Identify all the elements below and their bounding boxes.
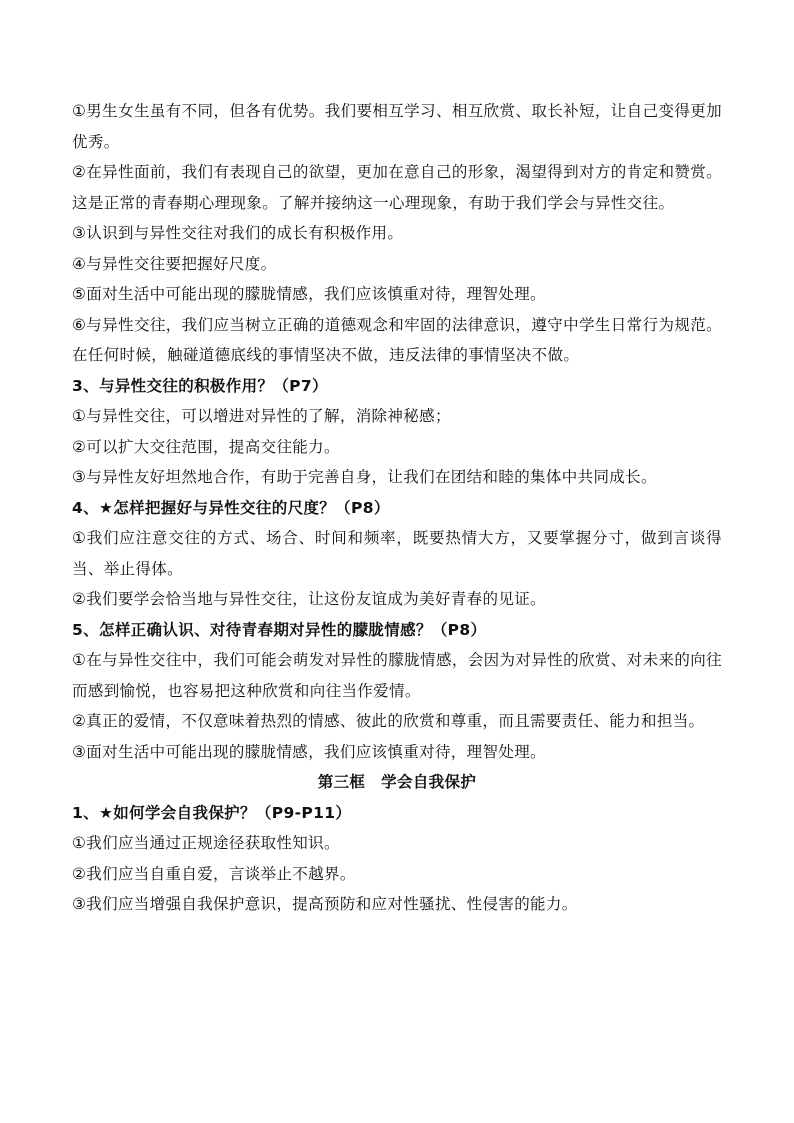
paragraph: ④与异性交往要把握好尺度。 [72, 254, 277, 273]
paragraph: ①与异性交往，可以增进对异性的了解，消除神秘感； [72, 407, 451, 425]
section-heading: 5、怎样正确认识、对待青春期对异性的朦胧情感？（P8） [72, 620, 487, 639]
paragraph: ②我们应当自重自爱，言谈举止不越界。 [72, 864, 356, 883]
paragraph: ⑥与异性交往，我们应当树立正确的道德观念和牢固的法律意识，遵守中学生日常行为规范。在任何时候，触碰道德底线的事情坚决不做，违反法律的事情坚决不做。 [72, 315, 722, 364]
paragraph: ⑤面对生活中可能出现的朦胧情感，我们应该慎重对待，理智处理。 [72, 285, 546, 303]
paragraph: ③认识到与异性交往对我们的成长有积极作用。 [72, 224, 404, 242]
paragraph: ①我们应注意交往的方式、场合、时间和频率，既要热情大方，又要掌握分寸，做到言谈得当、举止得体。 [72, 529, 722, 578]
section-heading: 1、★如何学会自我保护？（P9-P11） [72, 803, 352, 822]
paragraph: ②在异性面前，我们有表现自己的欲望，更加在意自己的形象，渴望得到对方的肯定和赞赏。这是正常的青春期心理现象。了解并接纳这一心理现象，有助于我们学会与异性交往。 [72, 163, 722, 212]
paragraph: ③与异性友好坦然地合作，有助于完善自身，让我们在团结和睦的集体中共同成长。 [72, 468, 657, 486]
paragraph: ①男生女生虽有不同，但各有优势。我们要相互学习、相互欣赏、取长补短，让自己变得更加优秀。 [72, 102, 722, 151]
section-heading: 3、与异性交往的积极作用？（P7） [72, 376, 328, 395]
section-heading: 4、★怎样把握好与异性交往的尺度？（P8） [72, 498, 390, 517]
paragraph: ③面对生活中可能出现的朦胧情感，我们应该慎重对待，理智处理。 [72, 742, 546, 761]
paragraph: ①我们应当通过正规途径获取性知识。 [72, 834, 340, 852]
paragraph: ①在与异性交往中，我们可能会萌发对异性的朦胧情感，会因为对异性的欣赏、对未来的向往而感到愉悦，也容易把这种欣赏和向往当作爱情。 [72, 651, 722, 700]
chapter-title: 第三框 学会自我保护 [317, 773, 477, 791]
paragraph: ③我们应当增强自我保护意识，提高预防和应对性骚扰、性侵害的能力。 [72, 895, 578, 913]
paragraph: ②可以扩大交往范围，提高交往能力。 [72, 437, 340, 456]
paragraph: ②我们要学会恰当地与异性交往，让这份友谊成为美好青春的见证。 [72, 590, 546, 608]
document-page [72, 96, 722, 920]
paragraph: ②真正的爱情，不仅意味着热烈的情感、彼此的欣赏和尊重，而且需要责任、能力和担当。 [72, 712, 705, 730]
